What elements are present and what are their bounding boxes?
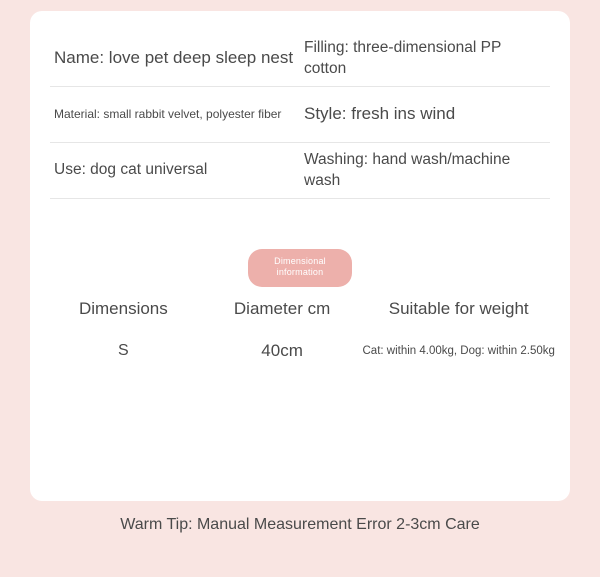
- table-row: [50, 31, 550, 87]
- table-row: [50, 87, 550, 143]
- table-header-row: [44, 299, 556, 319]
- table-row: [44, 341, 556, 361]
- spec-filling: Filling: three-dimensional PP cotton: [304, 38, 502, 77]
- cell-size: S: [118, 342, 129, 359]
- product-spec-table: [50, 31, 550, 199]
- table-row: [50, 143, 550, 199]
- warm-tip-note: Warm Tip: Manual Measurement Error 2-3cm Care: [120, 516, 480, 533]
- header-diameter: Diameter cm: [233, 299, 331, 318]
- badge-line-1: Dimensional: [274, 256, 326, 266]
- header-suitable-weight: Suitable for weight: [388, 299, 529, 318]
- dimensions-table: [44, 299, 556, 361]
- spec-card: [30, 11, 570, 501]
- cell-diameter: 40cm: [261, 341, 303, 360]
- spec-material: Material: small rabbit velvet, polyester fiber: [54, 107, 282, 122]
- dimensional-information-badge-wrapper: [30, 249, 570, 287]
- spec-name: Name: love pet deep sleep nest: [54, 48, 294, 68]
- cell-weight: Cat: within 4.00kg, Dog: within 2.50kg: [362, 345, 555, 357]
- badge-line-2: information: [276, 267, 324, 278]
- status-badge: [248, 249, 352, 287]
- spec-use: Use: dog cat universal: [54, 161, 208, 179]
- header-dimensions: Dimensions: [78, 299, 168, 318]
- spec-style: Style: fresh ins wind: [304, 104, 456, 124]
- spec-washing: Washing: hand wash/machine wash: [304, 150, 511, 189]
